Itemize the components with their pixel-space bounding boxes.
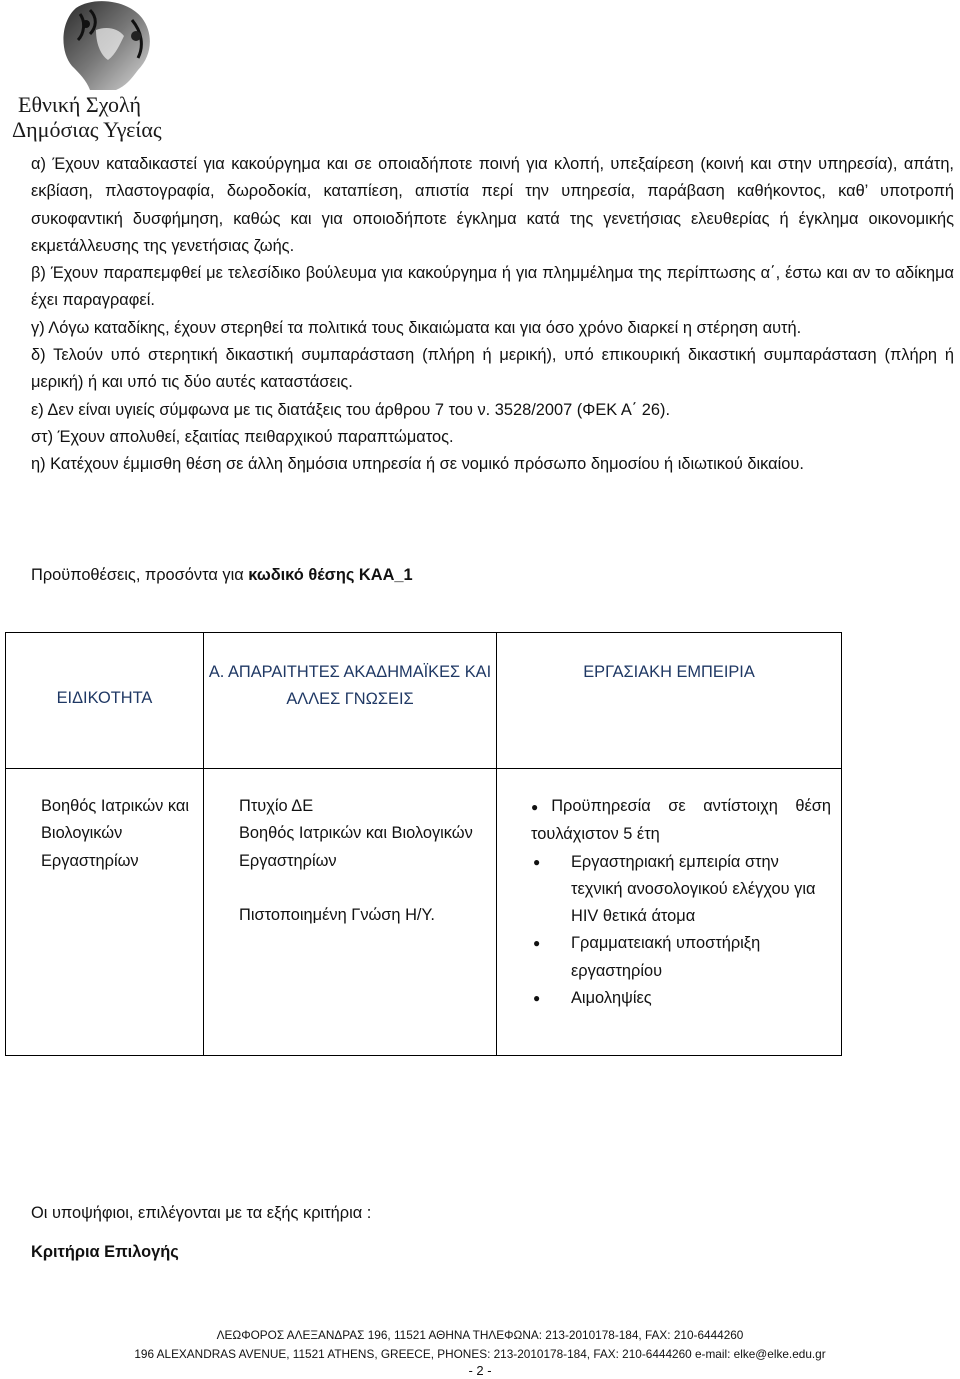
- header-specialty: ΕΙΔΙΚΟΤΗΤΑ: [6, 633, 204, 769]
- bullet-icon: ●: [531, 800, 552, 814]
- criteria-intro: Οι υποψήφιοι, επιλέγονται με τα εξής κριτήρια :: [31, 1204, 372, 1222]
- requirements-title: [31, 566, 413, 585]
- logo-text-line2: Δημόσιας Υγείας: [12, 117, 162, 142]
- knowledge-computer-skills: Πιστοποιημένη Γνώση Η/Υ.: [239, 905, 435, 924]
- experience-cell: [497, 769, 842, 1056]
- footer-address-greek: ΛΕΩΦΟΡΟΣ ΑΛΕΞΑΝΔΡΑΣ 196, 11521 ΑΘΗΝΑ ΤΗΛΕΦΩΝΑ: 213-2010178-184, FAX: 210-6444260: [216, 1328, 744, 1342]
- knowledge-degree: Πτυχίο ΔΕ: [239, 797, 314, 815]
- requirements-title-prefix: Προϋποθέσεις, προσόντα για: [31, 566, 244, 584]
- footer-address-english: 196 ALEXANDRAS AVENUE, 11521 ATHENS, GREECE, PHONES: 213-2010178-184, FAX: 210-6444260 e-mail: elke@elke.edu.gr: [134, 1347, 826, 1361]
- requirements-table: [5, 632, 842, 1056]
- experience-list: [531, 793, 831, 1012]
- table-row: [6, 769, 842, 1056]
- statue-head-logo-icon: [46, 0, 166, 92]
- specialty-cell: [6, 769, 204, 1056]
- list-item: ● Αιμοληψίες: [531, 985, 831, 1012]
- list-item: ● Εργαστηριακή εμπειρία στην τεχνική ανοσολογικού ελέγχου για HIV θετικά άτομα: [531, 849, 831, 931]
- list-item: ● Γραμματειακή υποστήριξη εργαστηρίου: [531, 930, 831, 985]
- condition-c: γ) Λόγω καταδίκης, έχουν στερηθεί τα πολιτικά τους δικαιώματα και για όσο χρόνο διαρκεί η στέρηση αυτή.: [31, 318, 802, 337]
- school-logo: [6, 0, 202, 150]
- knowledge-cell: [204, 769, 497, 1056]
- condition-h: η) Κατέχουν έμμισθη θέση σε άλλη δημόσια υπηρεσία ή σε νομικό πρόσωπο δημοσίου ή ιδιωτικού δικαίου.: [31, 455, 804, 474]
- specialty-text: Βοηθός Ιατρικών και Βιολογικών Εργαστηρίων: [41, 797, 189, 870]
- condition-d: δ) Τελούν υπό στερητική δικαστική συμπαράσταση (πλήρη ή μερική), υπό επικουρική δικαστική συμπαράσταση (πλήρη ή μερική) ή και υπό τις δύο αυτές καταστάσεις.: [31, 346, 954, 392]
- position-code: κωδικό θέσης ΚΑΑ_1: [248, 566, 413, 584]
- exclusion-conditions: [31, 151, 954, 479]
- logo-text-line1: Εθνική Σχολή: [18, 92, 141, 117]
- condition-st: στ) Έχουν απολυθεί, εξαιτίας πειθαρχικού παραπτώματος.: [31, 427, 454, 446]
- condition-b: β) Έχουν παραπεμφθεί με τελεσίδικο βούλευμα για κακούργημα ή για πλημμέλημα της περίπτωσης α΄, έστω και αν το αδίκημα έχει παραγραφεί.: [31, 264, 954, 310]
- header-knowledge: Α. ΑΠΑΡΑΙΤΗΤΕΣ ΑΚΑΔΗΜΑΪΚΕΣ ΚΑΙ ΑΛΛΕΣ ΓΝΩΣΕΙΣ: [204, 633, 497, 769]
- criteria-title: Κριτήρια Επιλογής: [31, 1243, 179, 1261]
- table-header-row: [6, 633, 842, 769]
- page-number: - 2 -: [468, 1363, 492, 1378]
- header-experience: ΕΡΓΑΣΙΑΚΗ ΕΜΠΕΙΡΙΑ: [497, 633, 842, 769]
- condition-a: α) Έχουν καταδικαστεί για κακούργημα και σε οποιαδήποτε ποινή για κλοπή, υπεξαίρεση (κοινή και στην υπηρεσία), απάτη, εκβίαση, πλαστογραφία, δωροδοκία, καταπίεση, απιστία περί την υπηρεσία, παράβαση καθήκοντος, καθ’ υποτροπή συκοφαντική δυσφήμηση, καθώς και για οποιοδήποτε έγκλημα κατά της γενετήσιας ελευθερίας ή έγκλημα οικονομικής εκμετάλλευσης της γενετήσιας ζωής.: [31, 155, 954, 255]
- list-item: ●Προϋπηρεσία σε αντίστοιχη θέση τουλάχιστον 5 έτη: [531, 797, 832, 844]
- condition-e: ε) Δεν είναι υγιείς σύμφωνα με τις διατάξεις του άρθρου 7 του ν. 3528/2007 (ΦΕΚ Α΄ 26).: [31, 400, 671, 419]
- knowledge-specialty: Βοηθός Ιατρικών και Βιολογικών Εργαστηρίων: [239, 824, 473, 870]
